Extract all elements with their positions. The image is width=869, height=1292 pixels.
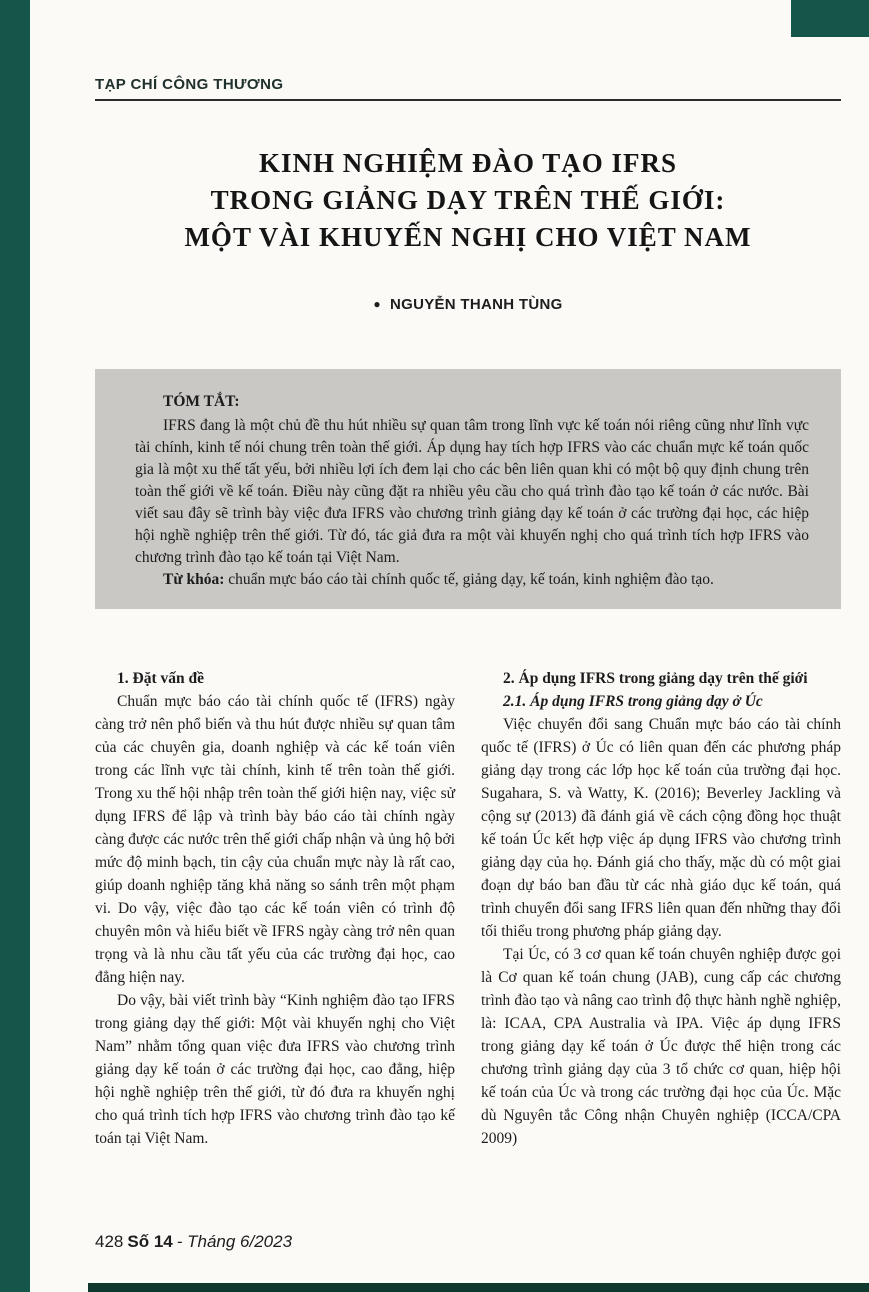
title-line-3: MỘT VÀI KHUYẾN NGHỊ CHO VIỆT NAM bbox=[184, 222, 752, 252]
body-columns bbox=[95, 667, 841, 1150]
keywords-text: chuẩn mực báo cáo tài chính quốc tế, giảng dạy, kế toán, kinh nghiệm đào tạo. bbox=[224, 571, 714, 588]
bottom-accent-bar bbox=[88, 1283, 869, 1292]
keywords-line bbox=[135, 569, 809, 591]
section-2-heading: 2. Áp dụng IFRS trong giảng dạy trên thế giới bbox=[503, 670, 808, 687]
paragraph: Do vậy, bài viết trình bày “Kinh nghiệm đào tạo IFRS trong giảng dạy thế giới: Một vài khuyến nghị cho Việt Nam” nhằm tổng quan việc đưa IFRS vào chương trình giảng dạy kế toán ở các trường đại học, cao đẳng, hiệp hội nghề nghiệp trên thế giới, từ đó đưa ra khuyến nghị cho quá trình tích hợp IFRS vào chương trình đào tạo kế toán tại Việt Nam. bbox=[95, 992, 455, 1147]
page-number: 428 bbox=[95, 1232, 124, 1251]
keywords-label: Từ khóa: bbox=[163, 571, 225, 588]
abstract-heading: TÓM TẮT: bbox=[163, 393, 240, 410]
page-content bbox=[95, 0, 841, 1150]
abstract-text: IFRS đang là một chủ đề thu hút nhiều sự quan tâm trong lĩnh vực kế toán nói riêng cũng như lĩnh vực tài chính, kinh tế nói chung trên toàn thế giới. Áp dụng hay tích hợp IFRS vào các chuẩn mực kế toán quốc gia là một xu thế tất yếu, bởi nhiều lợi ích đem lại cho các bên liên quan khi có một bộ quy định chung trên toàn thế giới về kế toán. Điều này cũng đặt ra nhiều yêu cầu cho quá trình đào tạo kế toán ở các nước. Bài viết sau đây sẽ trình bày việc đưa IFRS vào chương trình giảng dạy kế toán ở các trường đại học, các hiệp hội nghề nghiệp trên thế giới. Từ đó, tác giả đưa ra một vài khuyến nghị cho quá trình tích hợp IFRS vào chương trình đào tạo kế toán tại Việt Nam. bbox=[135, 417, 809, 566]
left-column bbox=[95, 667, 455, 1150]
issue-number: Số 14 bbox=[127, 1232, 173, 1251]
issue-date: - Tháng 6/2023 bbox=[176, 1232, 293, 1251]
section-1-heading: 1. Đặt vấn đề bbox=[117, 670, 204, 687]
abstract-box bbox=[95, 369, 841, 609]
title-line-1: KINH NGHIỆM ĐÀO TẠO IFRS bbox=[258, 148, 678, 178]
title-line-2: TRONG GIẢNG DẠY TRÊN THẾ GIỚI: bbox=[210, 185, 726, 215]
author-name: NGUYỄN THANH TÙNG bbox=[389, 296, 563, 313]
article-title bbox=[95, 145, 841, 256]
section-2-1-heading: 2.1. Áp dụng IFRS trong giảng dạy ở Úc bbox=[503, 693, 763, 710]
author-line bbox=[95, 296, 841, 313]
journal-name: TẠP CHÍ CÔNG THƯƠNG bbox=[95, 76, 284, 93]
page-footer bbox=[95, 1232, 292, 1252]
left-accent-bar bbox=[0, 0, 30, 1292]
right-column bbox=[481, 667, 841, 1150]
paragraph: Tại Úc, có 3 cơ quan kế toán chuyên nghiệp được gọi là Cơ quan kế toán chung (JAB), cung cấp các chương trình đào tạo và nâng cao trình độ thực hành nghề nghiệp, là: ICAA, CPA Australia và IPA. Việc áp dụng IFRS trong giảng dạy kế toán ở Úc được thể hiện trong các chương trình giảng dạy của 3 tổ chức cơ quan, hiệp hội kế toán của Úc và trong các trường đại học của Úc. Mặc dù Nguyên tắc Công nhận Chuyên nghiệp (ICCA/CPA 2009) bbox=[481, 946, 841, 1147]
paragraph: Việc chuyển đổi sang Chuẩn mực báo cáo tài chính quốc tế (IFRS) ở Úc có liên quan đến các phương pháp giảng dạy trong các lớp học kế toán của trường đại học. Sugahara, S. và Watty, K. (2016); Beverley Jackling và cộng sự (2013) đã đánh giá về cách cộng đồng học thuật kế toán Úc kết hợp việc áp dụng IFRS vào chương trình giảng dạy của họ. Đánh giá cho thấy, mặc dù có một giai đoạn dự báo ban đầu từ các nhà giáo dục kế toán, quá trình chuyển đổi sang IFRS liên quan đến những thay đổi tối thiểu trong phương pháp giảng dạy. bbox=[481, 716, 841, 940]
paragraph: Chuẩn mực báo cáo tài chính quốc tế (IFRS) ngày càng trở nên phổ biến và thu hút được nhiều sự quan tâm của các chuyên gia, doanh nghiệp và các kế toán viên trong các lĩnh vực tài chính, kinh tế trên toàn thế giới. Trong xu thế hội nhập trên toàn thế giới hiện nay, việc sử dụng IFRS để lập và trình bày báo cáo tài chính ngày càng được các nước trên thế giới chấp nhận và ủng hộ bởi mức độ minh bạch, tin cậy của chuẩn mực này là rất cao, giúp doanh nghiệp tăng khả năng so sánh trên một phạm vi. Do vậy, việc đào tạo các kế toán viên có trình độ chuyên môn và hiểu biết về IFRS ngày càng trở nên quan trọng và là nhu cầu tất yếu của các trường đại học, cao đẳng hiện nay. bbox=[95, 693, 455, 986]
bullet-icon: ● bbox=[373, 297, 381, 311]
header-rule bbox=[95, 99, 841, 101]
